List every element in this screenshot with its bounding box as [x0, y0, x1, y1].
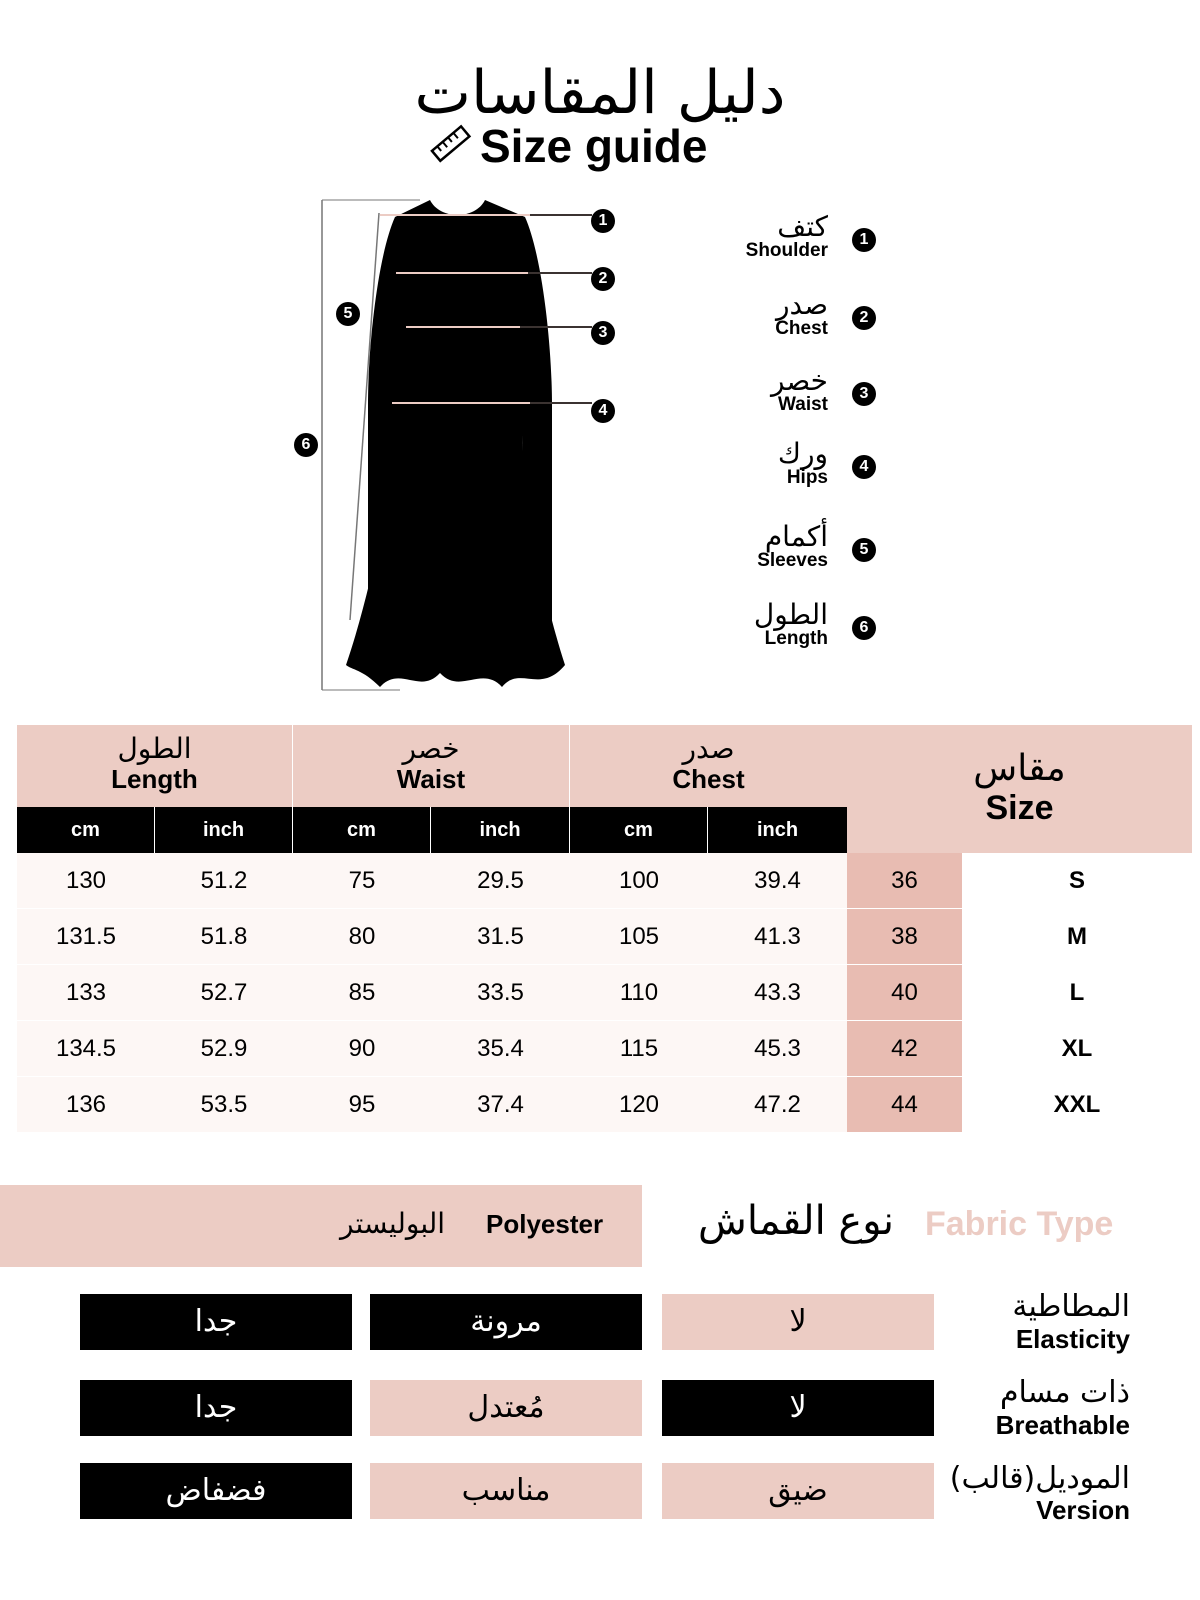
version-option-loose: فضفاض: [80, 1463, 352, 1519]
table-row: 131.5 51.8 80 31.5 105 41.3 38 M: [17, 909, 1192, 965]
unit-inch: inch: [708, 807, 847, 853]
legend-item-length: الطول Length 6: [700, 598, 880, 658]
legend-item-chest: صدر Chest 2: [700, 288, 880, 348]
breathable-label-arabic: ذات مسام: [999, 1375, 1130, 1410]
legend-number: 4: [852, 455, 876, 479]
header-length: الطول Length: [17, 725, 293, 807]
fabric-value-arabic: البوليستر: [340, 1207, 446, 1240]
legend-number: 3: [852, 382, 876, 406]
fabric-value-bar: [0, 1185, 642, 1267]
diagram-marker-3: 3: [591, 321, 615, 345]
ruler-icon: [430, 123, 472, 169]
fabric-value-english: Polyester: [486, 1209, 604, 1239]
fabric-type-arabic: نوع القماش: [698, 1198, 895, 1244]
title-arabic: دليل المقاسات: [414, 58, 786, 128]
legend-number: 5: [852, 538, 876, 562]
breathable-option-moderate: مُعتدل: [370, 1380, 642, 1436]
header-chest: صدر Chest: [570, 725, 847, 807]
legend-number: 6: [852, 616, 876, 640]
unit-cm: cm: [570, 807, 708, 853]
table-row: 133 52.7 85 33.5 110 43.3 40 L: [17, 965, 1192, 1021]
breathable-option-very: جدا: [80, 1380, 352, 1436]
version-label-arabic: (الموديل(قالب: [949, 1461, 1130, 1496]
legend-item-sleeves: أكمام Sleeves 5: [700, 520, 880, 580]
version-option-slim: ضيق: [662, 1463, 934, 1519]
diagram-marker-1: 1: [591, 209, 615, 233]
version-label-english: Version: [1036, 1495, 1130, 1525]
legend-number: 2: [852, 306, 876, 330]
unit-cm: cm: [293, 807, 431, 853]
breathable-option-no: لا: [662, 1380, 934, 1436]
dress-diagram: [280, 195, 640, 695]
elasticity-option-stretchy: مرونة: [370, 1294, 642, 1350]
table-row: 136 53.5 95 37.4 120 47.2 44 XXL: [17, 1077, 1192, 1133]
table-row: 130 51.2 75 29.5 100 39.4 36 S: [17, 853, 1192, 909]
diagram-marker-5: 5: [336, 302, 360, 326]
diagram-marker-2: 2: [591, 267, 615, 291]
diagram-marker-4: 4: [591, 399, 615, 423]
header-size: مقاس Size: [847, 725, 1192, 853]
legend-number: 1: [852, 228, 876, 252]
fabric-type-english: Fabric Type: [925, 1205, 1114, 1243]
version-option-regular: مناسب: [370, 1463, 642, 1519]
title-english: Size guide: [480, 120, 708, 172]
elasticity-label-arabic: المطاطية: [1012, 1289, 1130, 1324]
unit-inch: inch: [431, 807, 570, 853]
header-waist: خصر Waist: [293, 725, 570, 807]
unit-cm: cm: [17, 807, 155, 853]
table-row: 134.5 52.9 90 35.4 115 45.3 42 XL: [17, 1021, 1192, 1077]
legend-item-shoulder: كتف Shoulder 1: [700, 210, 880, 270]
elasticity-label-english: Elasticity: [1015, 1324, 1130, 1354]
breathable-label-english: Breathable: [995, 1410, 1130, 1440]
unit-inch: inch: [155, 807, 293, 853]
elasticity-option-no: لا: [662, 1294, 934, 1350]
legend-item-hips: ورك Hips 4: [700, 437, 880, 497]
title-english-wrap: [430, 118, 707, 174]
legend-item-waist: خصر Waist 3: [700, 364, 880, 424]
elasticity-option-very: جدا: [80, 1294, 352, 1350]
diagram-marker-6: 6: [294, 433, 318, 457]
